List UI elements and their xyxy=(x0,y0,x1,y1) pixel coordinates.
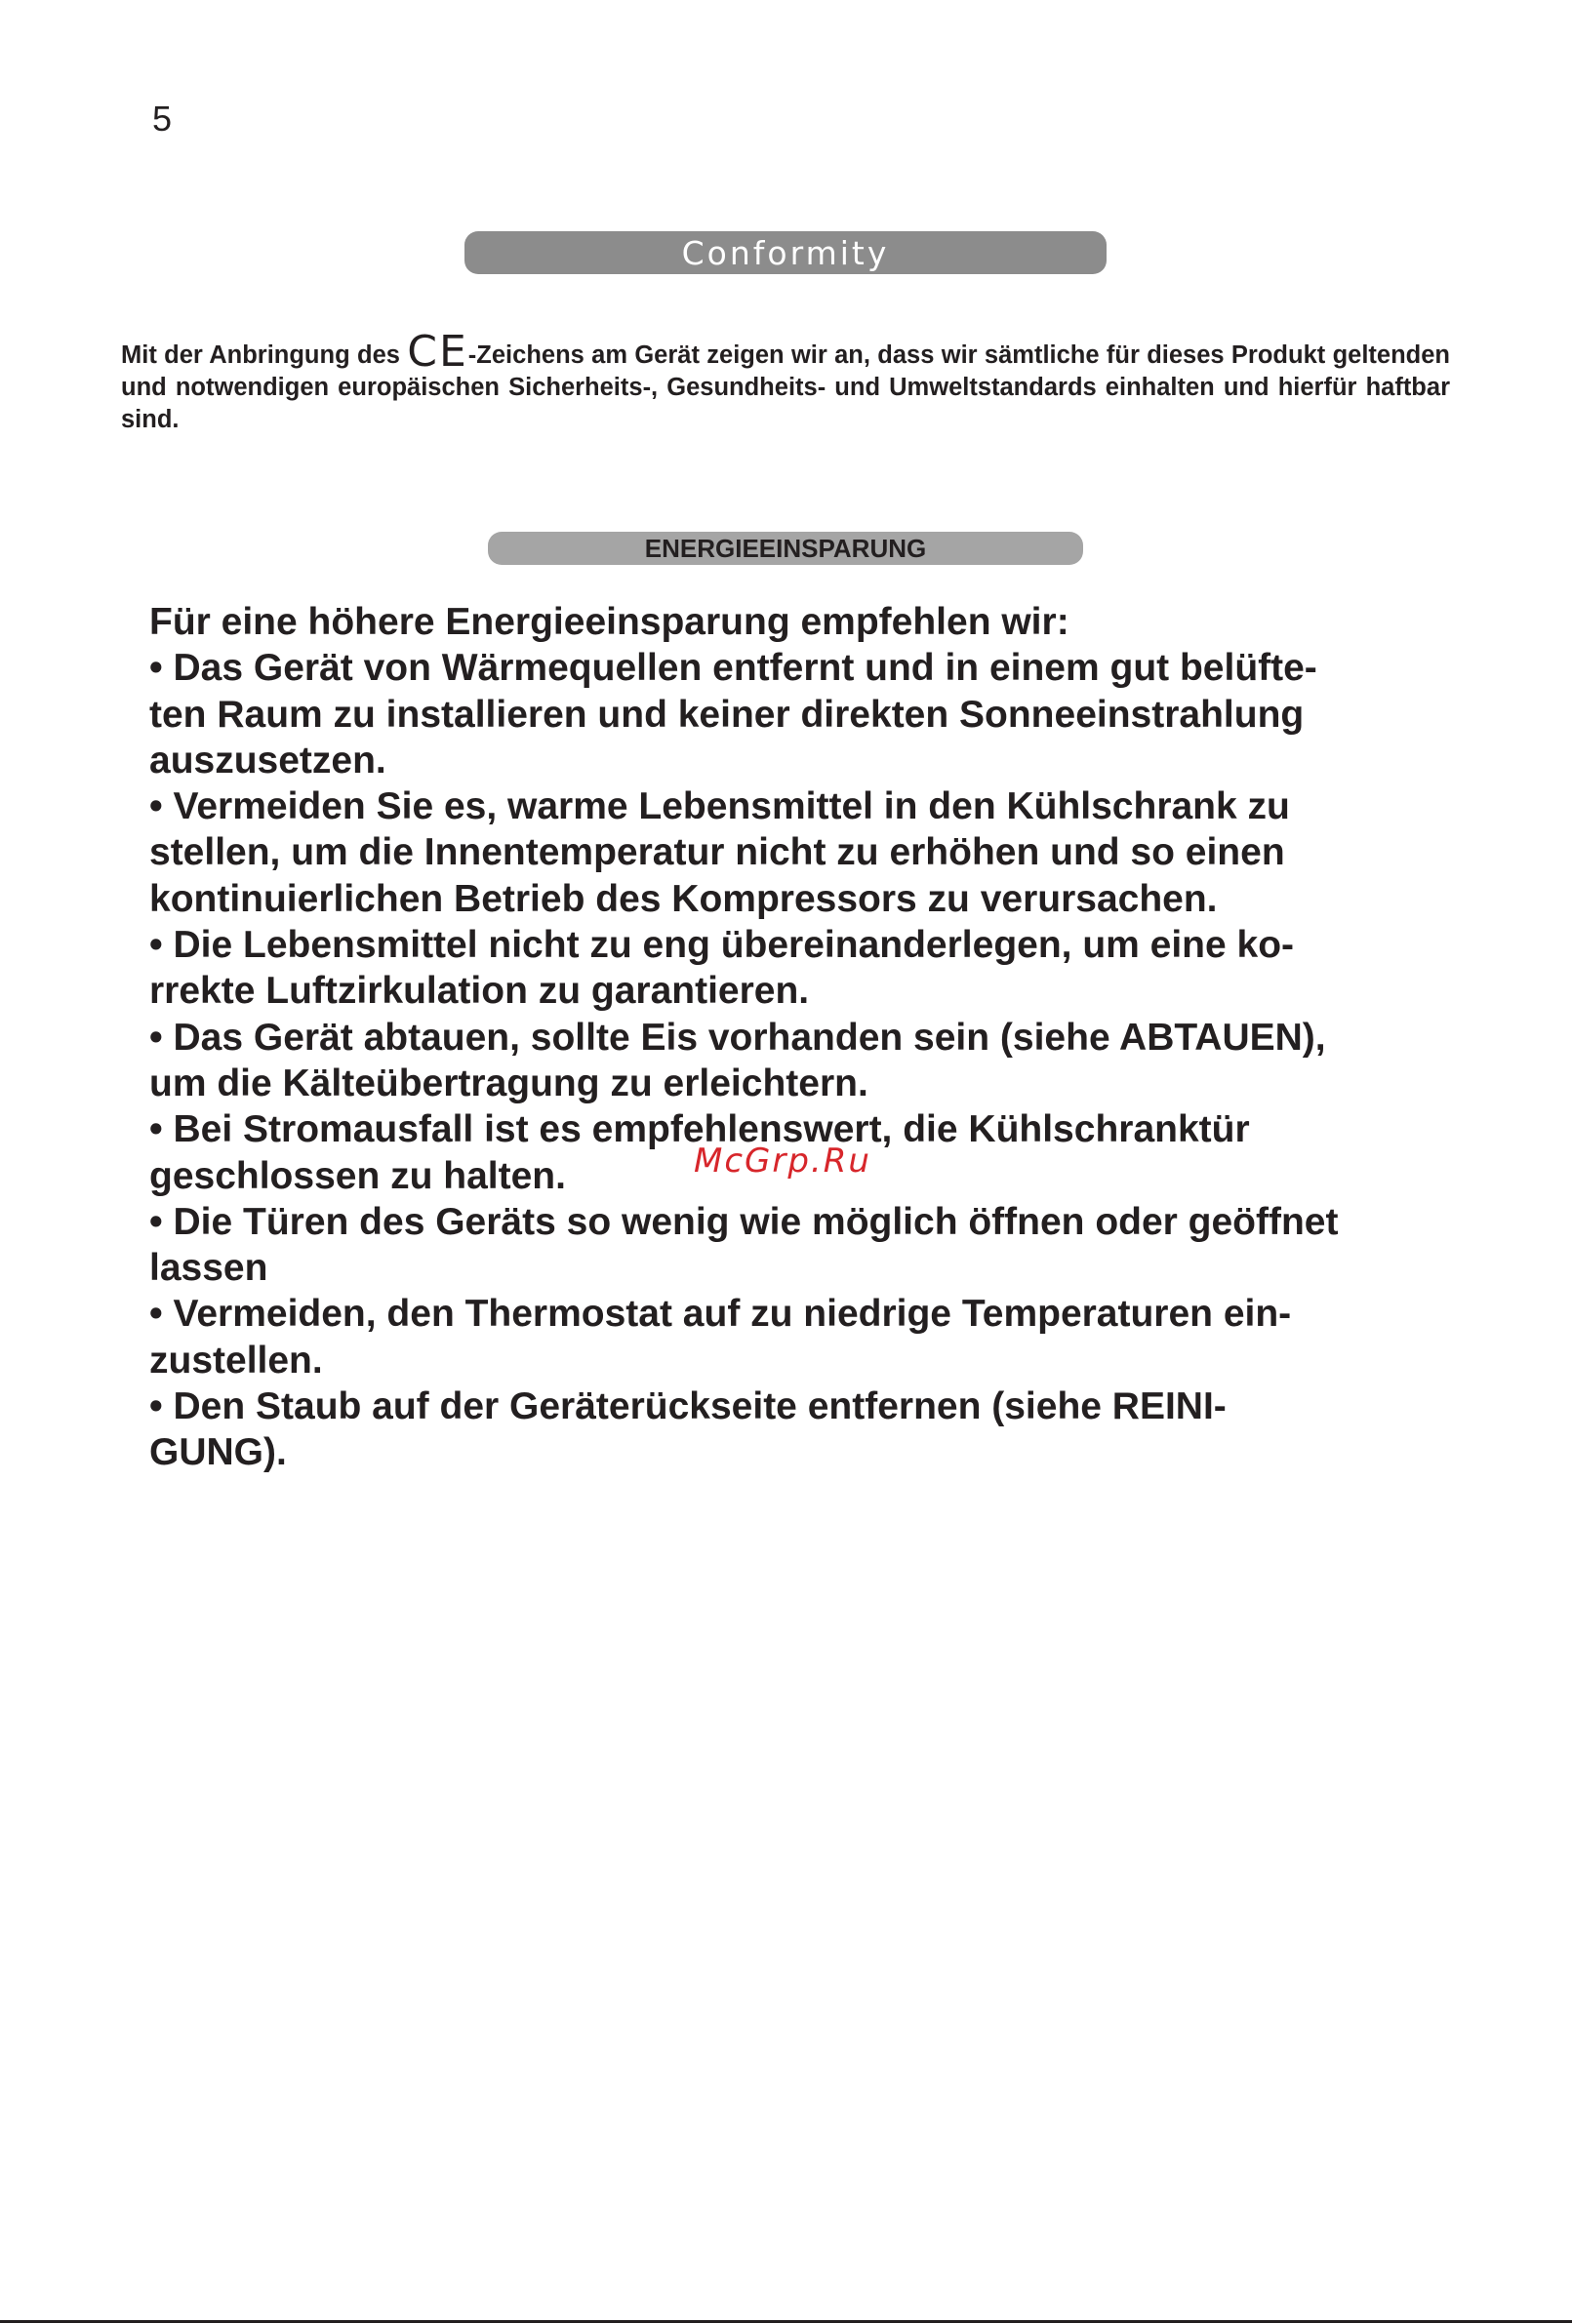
energy-line: GUNG). xyxy=(149,1431,287,1474)
energy-line: ten Raum zu installieren und keiner direkten Sonneeinstrahlung xyxy=(149,693,1305,736)
energy-line: um die Kälteübertragung zu erleichtern. xyxy=(149,1062,868,1104)
energy-line: zustellen. xyxy=(149,1339,323,1382)
energy-line: kontinuierlichen Betrieb des Kompressors zu verursachen. xyxy=(149,877,1218,920)
energy-line: • Das Gerät abtauen, sollte Eis vorhanden sein (siehe ABTAUEN), xyxy=(149,1016,1326,1059)
energy-line: • Das Gerät von Wärmequellen entfernt und in einem gut belüfte- xyxy=(149,647,1317,690)
conformity-paragraph xyxy=(121,327,1450,436)
energy-line: Für eine höhere Energieeinsparung empfehlen wir: xyxy=(149,601,1069,643)
energy-line: rrekte Luftzirkulation zu garantieren. xyxy=(149,970,810,1013)
conformity-text-after: -Zeichens am Gerät zeigen wir an, dass wir sämtliche für dieses Produkt geltenden und notwendigen europäischen Sicherheits-, Gesundheits- und Umweltstandards einhalten und hierfür haftbar sind. xyxy=(121,341,1450,433)
bottom-rule xyxy=(0,2320,1572,2323)
energy-line: auszusetzen. xyxy=(149,739,386,781)
energy-line: • Vermeiden Sie es, warme Lebensmittel in den Kühlschrank zu xyxy=(149,785,1290,828)
energy-line: stellen, um die Innentemperatur nicht zu erhöhen und so einen xyxy=(149,831,1285,874)
energy-line: geschlossen zu halten. xyxy=(149,1154,566,1197)
page-number: 5 xyxy=(152,99,173,139)
conformity-heading: Conformity xyxy=(681,233,890,272)
energy-line: • Die Lebensmittel nicht zu eng übereinanderlegen, um eine ko- xyxy=(149,924,1295,967)
ce-mark-icon: CE xyxy=(407,327,468,377)
watermark: McGrp.Ru xyxy=(694,1142,871,1181)
energy-line: • Bei Stromausfall ist es empfehlenswert, die Kühlschranktür xyxy=(149,1108,1250,1151)
energy-heading-bar xyxy=(488,532,1083,565)
energy-line: • Die Türen des Geräts so wenig wie möglich öffnen oder geöffnet xyxy=(149,1200,1339,1243)
energy-line: • Den Staub auf der Geräterückseite entfernen (siehe REINI- xyxy=(149,1385,1227,1428)
energy-line: • Vermeiden, den Thermostat auf zu niedrige Temperaturen ein- xyxy=(149,1293,1292,1336)
energy-line: lassen xyxy=(149,1247,268,1290)
conformity-heading-bar xyxy=(464,231,1107,274)
conformity-text-before: Mit der Anbringung des xyxy=(121,341,408,369)
energy-tips xyxy=(149,599,1447,1476)
energy-heading: ENERGIEEINSPARUNG xyxy=(644,533,927,563)
